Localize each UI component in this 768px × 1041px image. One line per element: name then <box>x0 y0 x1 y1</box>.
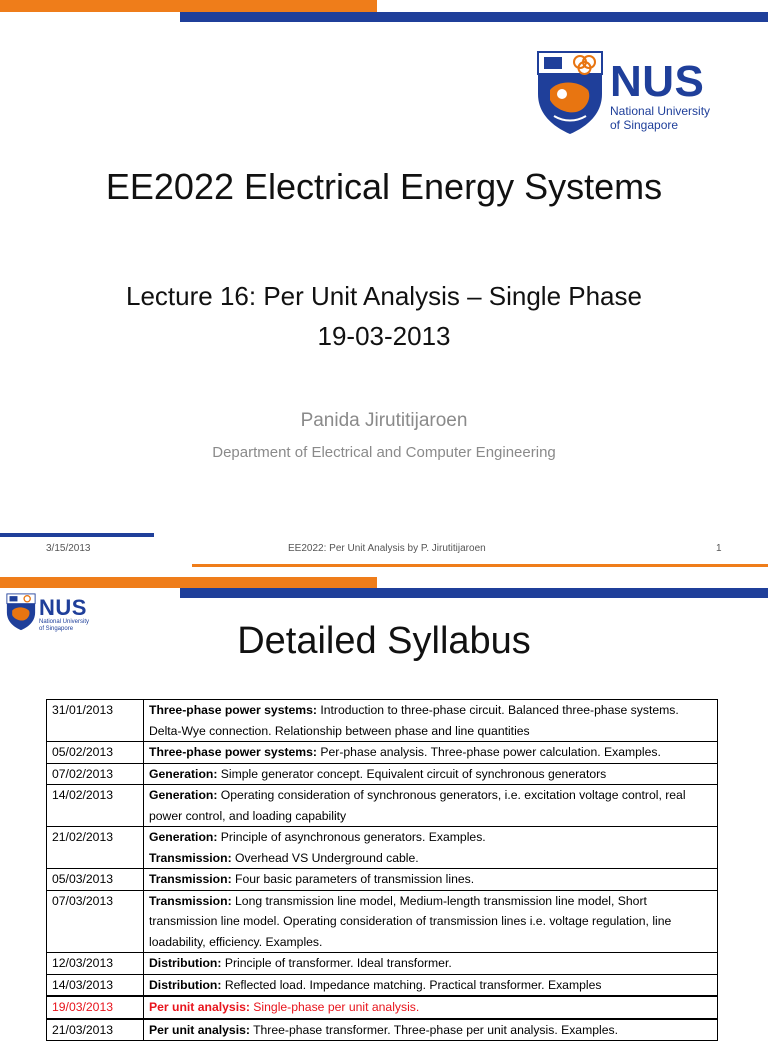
author-name: Panida Jirutitijaroen <box>300 410 468 431</box>
slide-title: EE2022 Electrical Energy Systems <box>105 166 663 207</box>
topic-text: Simple generator concept. Equivalent circuit of synchronous generators <box>217 766 607 781</box>
topic-heading: Transmission: <box>149 893 232 908</box>
topic-line <box>149 785 714 826</box>
row-date: 14/02/2013 <box>47 785 144 827</box>
footer-page-number: 1 <box>716 543 722 554</box>
topic-heading: Generation: <box>149 766 218 781</box>
topic-line <box>149 742 714 763</box>
topic-line <box>149 953 714 974</box>
table-row <box>47 742 718 764</box>
topic-line <box>149 975 714 996</box>
table-row <box>47 763 718 785</box>
top-blue-bar <box>180 12 768 22</box>
row-topic <box>144 953 718 975</box>
syllabus-title: Detailed Syllabus <box>237 620 531 662</box>
topic-line <box>149 700 714 741</box>
lecture-name: Lecture 16: Per Unit Analysis – Single Phase <box>126 281 642 311</box>
topic-text: Principle of asynchronous generators. Examples. <box>217 830 486 844</box>
topic-heading: Three-phase power systems: <box>149 745 317 759</box>
topic-line <box>149 869 714 890</box>
row-topic <box>144 869 718 891</box>
slide2-top-orange-bar <box>0 577 377 588</box>
row-date: 05/02/2013 <box>47 742 144 764</box>
topic-text: Overhead VS Underground cable. <box>231 850 419 865</box>
row-topic <box>144 1019 718 1041</box>
row-date: 31/01/2013 <box>47 700 144 742</box>
table-row <box>47 1019 718 1041</box>
topic-heading: Transmission: <box>149 850 232 865</box>
topic-heading: Generation: <box>149 830 218 844</box>
row-topic <box>144 827 718 869</box>
footer-course: EE2022: Per Unit Analysis by P. Jirutitijaroen <box>288 543 486 554</box>
topic-text: Principle of transformer. Ideal transformer. <box>221 956 452 970</box>
topic-text: Operating consideration of synchronous generators, i.e. excitation voltage control, real power control, and loading capability <box>149 788 686 823</box>
topic-heading: Per unit analysis: <box>149 1000 250 1014</box>
topic-text: Single-phase per unit analysis. <box>249 1000 420 1014</box>
topic-text: Introduction to three-phase circuit. Balanced three-phase systems. Delta-Wye connection. Relationship between phase and line quantities <box>149 703 679 738</box>
nus-crest-icon <box>536 50 604 141</box>
footer-orange-line <box>192 564 768 567</box>
row-topic <box>144 700 718 742</box>
row-date: 21/02/2013 <box>47 827 144 869</box>
topic-line <box>149 891 714 953</box>
nus-wordmark: NUS <box>610 56 705 106</box>
row-date: 14/03/2013 <box>47 974 144 996</box>
table-row <box>47 700 718 742</box>
footer-date: 3/15/2013 <box>46 543 91 554</box>
topic-heading: Distribution: <box>149 956 222 970</box>
nus-logo <box>536 50 710 141</box>
table-row <box>47 953 718 975</box>
department-name: Department of Electrical and Computer Engineering <box>212 444 556 461</box>
slide2-top-blue-bar <box>180 588 768 598</box>
row-topic <box>144 763 718 785</box>
table-row <box>47 996 718 1019</box>
table-row <box>47 827 718 869</box>
topic-heading: Distribution: <box>149 977 222 992</box>
topic-line <box>149 997 714 1018</box>
nus-name-line2-small: of Singapore <box>39 625 74 632</box>
syllabus-table <box>46 699 718 1041</box>
nus-name-line1-small: National University <box>39 618 90 625</box>
topic-heading: Generation: <box>149 788 218 802</box>
row-topic <box>144 785 718 827</box>
topic-text: Long transmission line model, Medium-length transmission line model, Short transmission line model. Operating consideration of transmission lines i.e. voltage regulation, line loadability, efficiency. Examples. <box>149 893 672 949</box>
nus-name-line1: National University <box>610 103 711 118</box>
topic-heading: Three-phase power systems: <box>149 703 317 717</box>
topic-line <box>149 1020 714 1041</box>
row-topic <box>144 974 718 996</box>
row-topic <box>144 742 718 764</box>
topic-line <box>149 827 714 848</box>
row-date: 07/03/2013 <box>47 890 144 953</box>
topic-heading: Transmission: <box>149 872 232 886</box>
topic-text: Reflected load. Impedance matching. Practical transformer. Examples <box>221 977 602 992</box>
topic-heading: Per unit analysis: <box>149 1022 250 1037</box>
table-row <box>47 974 718 996</box>
top-orange-bar <box>0 0 377 12</box>
topic-line <box>149 764 714 785</box>
row-date: 05/03/2013 <box>47 869 144 891</box>
table-row <box>47 869 718 891</box>
topic-line <box>149 848 714 869</box>
topic-text: Four basic parameters of transmission lines. <box>231 872 475 886</box>
row-date: 21/03/2013 <box>47 1019 144 1041</box>
nus-wordmark-small: NUS <box>39 594 87 620</box>
topic-text: Three-phase transformer. Three-phase per unit analysis. Examples. <box>249 1022 618 1037</box>
lecture-subtitle <box>0 276 768 356</box>
lecture-date: 19-03-2013 <box>317 321 451 351</box>
row-date: 07/02/2013 <box>47 763 144 785</box>
row-topic <box>144 890 718 953</box>
row-topic <box>144 996 718 1019</box>
table-row <box>47 890 718 953</box>
row-date: 12/03/2013 <box>47 953 144 975</box>
row-date: 19/03/2013 <box>47 996 144 1019</box>
footer-blue-line <box>0 533 154 537</box>
table-row <box>47 785 718 827</box>
topic-text: Per-phase analysis. Three-phase power calculation. Examples. <box>316 745 661 759</box>
nus-name-line2: of Singapore <box>610 117 679 132</box>
